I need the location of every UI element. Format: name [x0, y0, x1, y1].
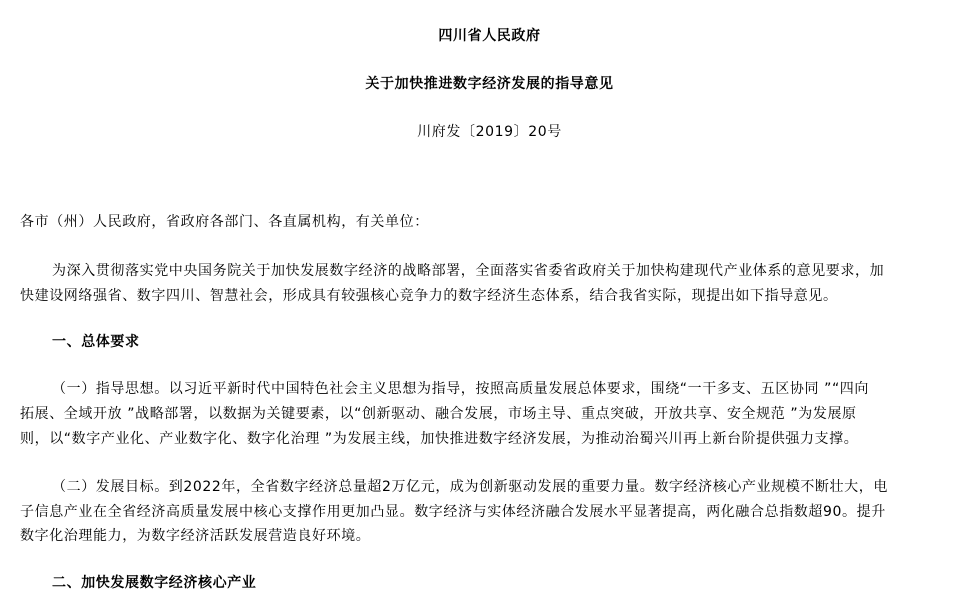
preamble-line-2: 快建设网络强省、数字四川、智慧社会，形成具有较强核心竞争力的数字经济生态体系，结合我省实际，现提出如下指导意见。: [20, 288, 838, 304]
section-2-heading: 二、加快发展数字经济核心产业: [52, 575, 257, 591]
goal-line-2: 子信息产业在全省经济高质量发展中核心支撑作用更加凸显。数字经济与实体经济融合发展水平显著提高，两化融合总指数超90。提升: [20, 504, 886, 520]
guiding-thought-line-1: （一）指导思想。以习近平新时代中国特色社会主义思想为指导，按照高质量发展总体要求，围绕“一干多支、五区协同 ”“四向: [52, 381, 870, 397]
guiding-thought-line-3: 则，以“数字产业化、产业数字化、数字化治理 ”为发展主线，加快推进数字经济发展，为推动治蜀兴川再上新台阶提供强力支撑。: [20, 431, 859, 447]
preamble-line-1: 为深入贯彻落实党中央国务院关于加快发展数字经济的战略部署，全面落实省委省政府关于加快构建现代产业体系的意见要求，加: [52, 263, 885, 279]
goal-line-1: （二）发展目标。到2022年，全省数字经济总量超2万亿元，成为创新驱动发展的重要力量。数字经济核心产业规模不断壮大，电: [52, 479, 888, 495]
document-title: 关于加快推进数字经济发展的指导意见: [365, 76, 614, 92]
salutation: 各市（州）人民政府，省政府各部门、各直属机构，有关单位：: [20, 214, 429, 230]
issuer-heading: 四川省人民政府: [438, 28, 541, 44]
goal-line-3: 数字化治理能力，为数字经济活跃发展营造良好环境。: [20, 528, 371, 544]
guiding-thought-line-2: 拓展、全域开放 ”战略部署，以数据为关键要素，以“创新驱动、融合发展，市场主导、重点突破，开放共享、安全规范 ”为发展原: [20, 406, 857, 422]
document-number: 川府发〔2019〕20号: [417, 124, 562, 140]
section-1-heading: 一、总体要求: [52, 334, 140, 350]
